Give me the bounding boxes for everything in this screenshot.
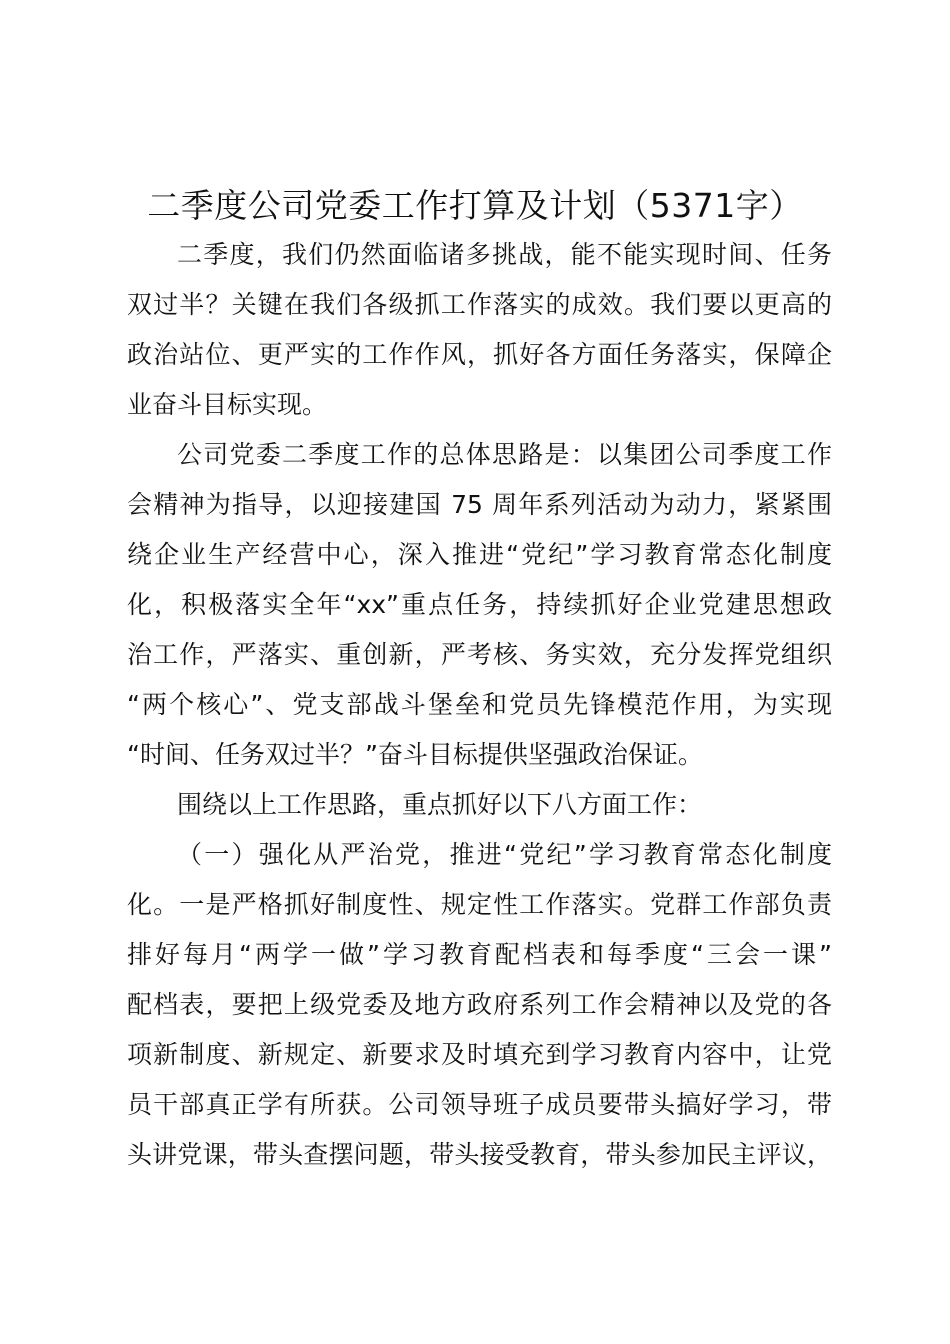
paragraph-line: 政治站位、更严实的工作作风，抓好各方面任务落实，保障企 xyxy=(127,340,832,369)
document-title: 二季度公司党委工作打算及计划（5371字） xyxy=(147,186,803,225)
paragraph-line: “两个核心”、党支部战斗堡垒和党员先锋模范作用，为实现 xyxy=(127,690,832,719)
paragraph-line: “时间、任务双过半？”奋斗目标提供坚强政治保证。 xyxy=(127,740,703,769)
paragraph-line: 排好每月“两学一做”学习教育配档表和每季度“三会一课” xyxy=(127,940,832,969)
paragraph-line: 围绕以上工作思路，重点抓好以下八方面工作： xyxy=(177,790,703,819)
paragraph-line: 二季度，我们仍然面临诸多挑战，能不能实现时间、任务 xyxy=(177,240,832,269)
paragraph-line: 配档表，要把上级党委及地方政府系列工作会精神以及党的各 xyxy=(127,990,832,1019)
paragraph-line: 项新制度、新规定、新要求及时填充到学习教育内容中，让党 xyxy=(127,1040,832,1069)
paragraph-line: 双过半？关键在我们各级抓工作落实的成效。我们要以更高的 xyxy=(127,290,832,319)
paragraph-line: 业奋斗目标实现。 xyxy=(127,390,328,419)
paragraph-line: 绕企业生产经营中心，深入推进“党纪”学习教育常态化制度 xyxy=(127,540,832,569)
paragraph-line: （一）强化从严治党，推进“党纪”学习教育常态化制度 xyxy=(177,840,832,869)
paragraph-line: 头讲党课，带头查摆问题，带头接受教育，带头参加民主评议， xyxy=(127,1140,832,1169)
paragraph-line: 化，积极落实全年“xx”重点任务，持续抓好企业党建思想政 xyxy=(127,590,832,619)
paragraph-line: 员干部真正学有所获。公司领导班子成员要带头搞好学习，带 xyxy=(127,1090,832,1119)
paragraph-line: 公司党委二季度工作的总体思路是：以集团公司季度工作 xyxy=(177,440,832,469)
paragraph-line: 治工作，严落实、重创新，严考核、务实效，充分发挥党组织 xyxy=(127,640,832,669)
paragraph-line: 化。一是严格抓好制度性、规定性工作落实。党群工作部负责 xyxy=(127,890,832,919)
paragraph-line: 会精神为指导，以迎接建国 75 周年系列活动为动力，紧紧围 xyxy=(127,490,832,519)
